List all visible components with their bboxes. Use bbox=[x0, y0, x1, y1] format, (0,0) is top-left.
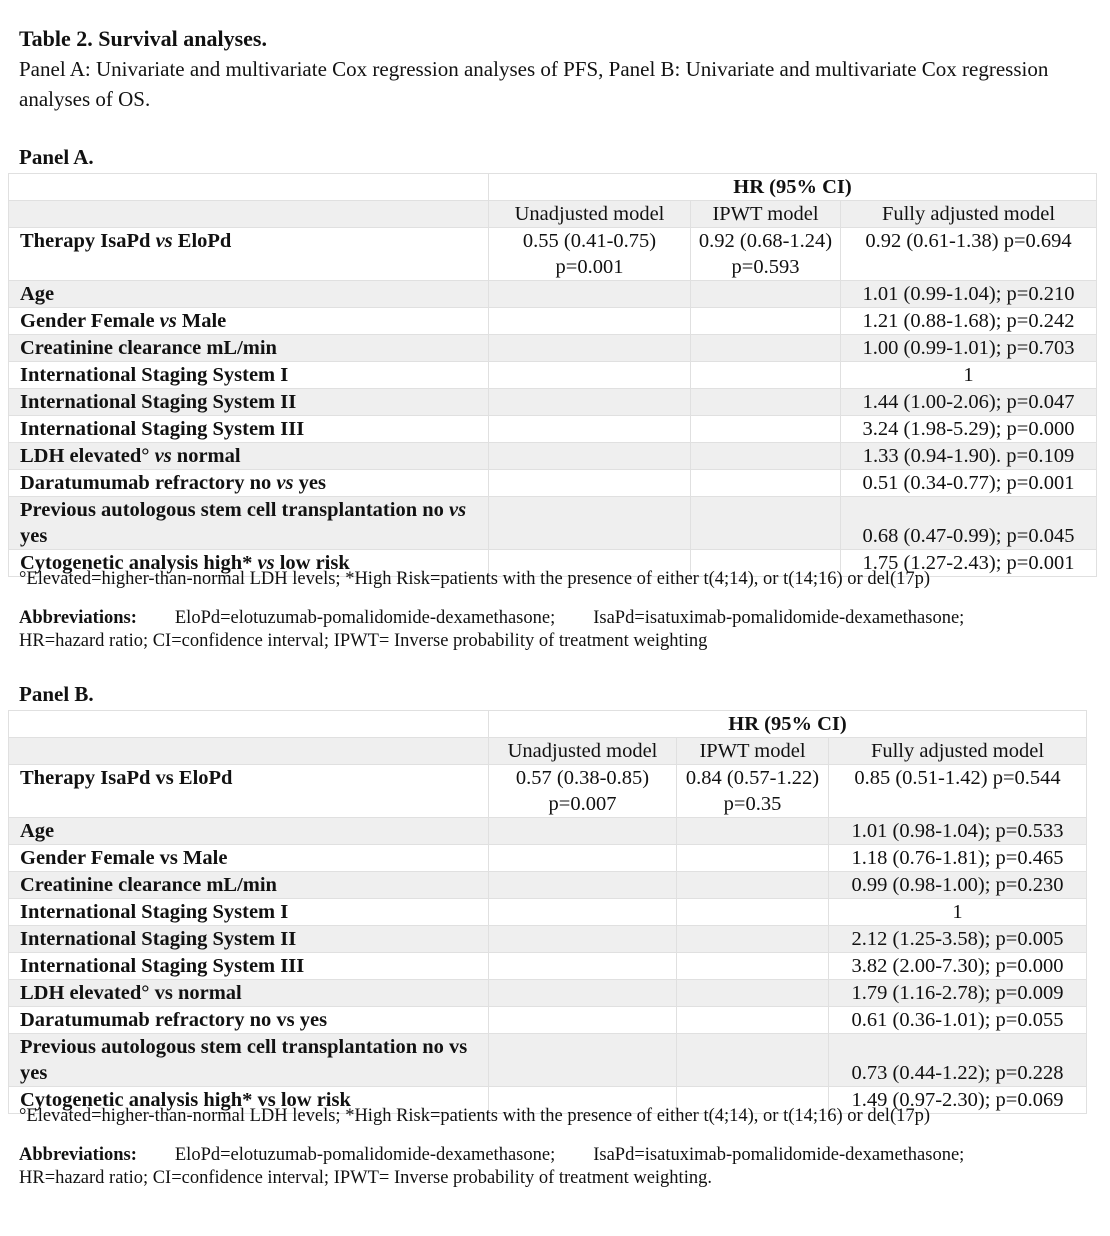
table-row bbox=[9, 899, 1087, 926]
cell-unadjusted bbox=[489, 470, 691, 497]
empty-cell bbox=[9, 738, 489, 765]
row-label: International Staging System II bbox=[9, 389, 489, 416]
cell-ipwt bbox=[691, 281, 841, 308]
col-header-full: Fully adjusted model bbox=[841, 201, 1097, 228]
cell-ipwt bbox=[691, 389, 841, 416]
row-label: International Staging System I bbox=[9, 362, 489, 389]
row-label: Cytogenetic analysis high* vs low risk bbox=[9, 550, 489, 577]
cell-unadjusted bbox=[489, 845, 677, 872]
cell-ipwt bbox=[677, 980, 829, 1007]
cell-full: 1.01 (0.99-1.04); p=0.210 bbox=[841, 281, 1097, 308]
abbr-elopd: EloPd=elotuzumab-pomalidomide-dexamethasone; bbox=[174, 608, 556, 628]
abbr-isapd: IsaPd=isatuximab-pomalidomide-dexamethasone; bbox=[593, 608, 965, 628]
col-header-full: Fully adjusted model bbox=[829, 738, 1087, 765]
cell-ipwt-therapy: 0.92 (0.68-1.24) p=0.593 bbox=[691, 228, 841, 281]
row-label: Creatinine clearance mL/min bbox=[9, 335, 489, 362]
cell-ipwt bbox=[677, 1007, 829, 1034]
cell-full: 1 bbox=[829, 899, 1087, 926]
cell-unadjusted bbox=[489, 389, 691, 416]
cell-full: 1.00 (0.99-1.01); p=0.703 bbox=[841, 335, 1097, 362]
row-label: LDH elevated° vs normal bbox=[9, 980, 489, 1007]
cell-ipwt bbox=[691, 362, 841, 389]
table-row bbox=[9, 926, 1087, 953]
cell-ipwt bbox=[677, 845, 829, 872]
cell-full: 1.79 (1.16-2.78); p=0.009 bbox=[829, 980, 1087, 1007]
panel-a-footnote: °Elevated=higher-than-normal LDH levels; *High Risk=patients with the presence of either t(4;14), or t(14;16) or del(17p) bbox=[19, 569, 931, 589]
table-row bbox=[9, 443, 1097, 470]
cell-unadjusted bbox=[489, 416, 691, 443]
table-row bbox=[9, 497, 1097, 550]
empty-cell bbox=[9, 201, 489, 228]
cell-full: 1.18 (0.76-1.81); p=0.465 bbox=[829, 845, 1087, 872]
row-label: Daratumumab refractory no vs yes bbox=[9, 1007, 489, 1034]
panel-a-rows bbox=[9, 281, 1097, 577]
cell-ipwt bbox=[677, 1034, 829, 1087]
panel-b-heading: Panel B. bbox=[19, 682, 94, 706]
row-label: Gender Female vs Male bbox=[9, 845, 489, 872]
abbr-label: Abbreviations: bbox=[19, 608, 137, 628]
table-title: Table 2. Survival analyses. bbox=[19, 26, 267, 51]
cell-full: 0.73 (0.44-1.22); p=0.228 bbox=[829, 1034, 1087, 1087]
empty-cell bbox=[9, 711, 489, 738]
cell-full: 0.61 (0.36-1.01); p=0.055 bbox=[829, 1007, 1087, 1034]
cell-full: 1 bbox=[841, 362, 1097, 389]
cell-full-therapy: 0.92 (0.61-1.38) p=0.694 bbox=[841, 228, 1097, 281]
panel-b-abbreviations bbox=[19, 1144, 1049, 1190]
cell-ipwt bbox=[691, 416, 841, 443]
hr-header: HR (95% CI) bbox=[489, 174, 1097, 201]
row-label: LDH elevated° vs normal bbox=[9, 443, 489, 470]
row-label-therapy: Therapy IsaPd vs EloPd bbox=[9, 765, 489, 818]
table-row bbox=[9, 980, 1087, 1007]
panel-b-footnote: °Elevated=higher-than-normal LDH levels; *High Risk=patients with the presence of either t(4;14), or t(14;16) or del(17p) bbox=[19, 1106, 931, 1126]
cell-full: 1.01 (0.98-1.04); p=0.533 bbox=[829, 818, 1087, 845]
cell-unadjusted bbox=[489, 1034, 677, 1087]
cell-ipwt-therapy: 0.84 (0.57-1.22) p=0.35 bbox=[677, 765, 829, 818]
col-header-unadjusted: Unadjusted model bbox=[489, 201, 691, 228]
row-label-therapy: Therapy IsaPd vs EloPd bbox=[9, 228, 489, 281]
empty-cell bbox=[9, 174, 489, 201]
panel-a-heading: Panel A. bbox=[19, 145, 94, 169]
row-label: International Staging System II bbox=[9, 926, 489, 953]
cell-unadjusted bbox=[489, 926, 677, 953]
cell-full: 1.49 (0.97-2.30); p=0.069 bbox=[829, 1087, 1087, 1114]
cell-full: 1.44 (1.00-2.06); p=0.047 bbox=[841, 389, 1097, 416]
panel-b-rows bbox=[9, 818, 1087, 1114]
cell-unadjusted-therapy: 0.55 (0.41-0.75) p=0.001 bbox=[489, 228, 691, 281]
cell-full: 0.68 (0.47-0.99); p=0.045 bbox=[841, 497, 1097, 550]
row-label: Cytogenetic analysis high* vs low risk bbox=[9, 1087, 489, 1114]
cell-ipwt bbox=[677, 926, 829, 953]
col-header-ipwt: IPWT model bbox=[677, 738, 829, 765]
cell-unadjusted bbox=[489, 980, 677, 1007]
table-row bbox=[9, 362, 1097, 389]
cell-unadjusted bbox=[489, 1007, 677, 1034]
cell-full: 2.12 (1.25-3.58); p=0.005 bbox=[829, 926, 1087, 953]
table-subtitle: Panel A: Univariate and multivariate Cox regression analyses of PFS, Panel B: Univariate and multivariate Cox regression analyses of OS. bbox=[19, 57, 1049, 111]
cell-ipwt bbox=[691, 497, 841, 550]
row-label: Daratumumab refractory no vs yes bbox=[9, 470, 489, 497]
cell-unadjusted bbox=[489, 335, 691, 362]
cell-full-therapy: 0.85 (0.51-1.42) p=0.544 bbox=[829, 765, 1087, 818]
row-label: Age bbox=[9, 818, 489, 845]
row-label: International Staging System I bbox=[9, 899, 489, 926]
cell-unadjusted bbox=[489, 872, 677, 899]
cell-unadjusted bbox=[489, 308, 691, 335]
table-row bbox=[9, 1034, 1087, 1087]
row-label: Previous autologous stem cell transplantation no vs yes bbox=[9, 1034, 489, 1087]
row-label: International Staging System III bbox=[9, 416, 489, 443]
cell-ipwt bbox=[691, 308, 841, 335]
title-block bbox=[19, 24, 1089, 114]
cell-ipwt bbox=[691, 443, 841, 470]
cell-ipwt bbox=[677, 818, 829, 845]
table-row bbox=[9, 281, 1097, 308]
table-row bbox=[9, 953, 1087, 980]
abbr-elopd: EloPd=elotuzumab-pomalidomide-dexamethasone; bbox=[174, 1145, 556, 1165]
row-label: Previous autologous stem cell transplantation no vs yes bbox=[9, 497, 489, 550]
table-row bbox=[9, 1007, 1087, 1034]
cell-full: 1.21 (0.88-1.68); p=0.242 bbox=[841, 308, 1097, 335]
cell-ipwt bbox=[677, 953, 829, 980]
panel-a-abbreviations bbox=[19, 607, 1049, 653]
cell-full: 1.33 (0.94-1.90). p=0.109 bbox=[841, 443, 1097, 470]
table-row bbox=[9, 845, 1087, 872]
table-row bbox=[9, 308, 1097, 335]
abbr-isapd: IsaPd=isatuximab-pomalidomide-dexamethasone; bbox=[593, 1145, 965, 1165]
hr-header: HR (95% CI) bbox=[489, 711, 1087, 738]
cell-full: 0.99 (0.98-1.00); p=0.230 bbox=[829, 872, 1087, 899]
cell-full: 3.82 (2.00-7.30); p=0.000 bbox=[829, 953, 1087, 980]
cell-unadjusted bbox=[489, 953, 677, 980]
col-header-ipwt: IPWT model bbox=[691, 201, 841, 228]
abbr-label: Abbreviations: bbox=[19, 1145, 137, 1165]
col-header-unadjusted: Unadjusted model bbox=[489, 738, 677, 765]
cell-full: 3.24 (1.98-5.29); p=0.000 bbox=[841, 416, 1097, 443]
cell-unadjusted bbox=[489, 899, 677, 926]
panel-a-table bbox=[8, 173, 1097, 577]
abbr-hr: HR=hazard ratio; CI=confidence interval; IPWT= Inverse probability of treatment weighting. bbox=[19, 1168, 712, 1188]
cell-ipwt bbox=[677, 872, 829, 899]
row-label: Creatinine clearance mL/min bbox=[9, 872, 489, 899]
cell-full: 1.75 (1.27-2.43); p=0.001 bbox=[841, 550, 1097, 577]
cell-unadjusted-therapy: 0.57 (0.38-0.85) p=0.007 bbox=[489, 765, 677, 818]
table-row bbox=[9, 335, 1097, 362]
row-label: Gender Female vs Male bbox=[9, 308, 489, 335]
cell-unadjusted bbox=[489, 497, 691, 550]
cell-unadjusted bbox=[489, 443, 691, 470]
cell-unadjusted bbox=[489, 818, 677, 845]
cell-ipwt bbox=[677, 899, 829, 926]
table-row bbox=[9, 416, 1097, 443]
row-label: International Staging System III bbox=[9, 953, 489, 980]
table-row bbox=[9, 818, 1087, 845]
row-label: Age bbox=[9, 281, 489, 308]
cell-ipwt bbox=[691, 470, 841, 497]
cell-unadjusted bbox=[489, 281, 691, 308]
abbr-hr: HR=hazard ratio; CI=confidence interval; IPWT= Inverse probability of treatment weighting bbox=[19, 631, 708, 651]
table-row bbox=[9, 389, 1097, 416]
panel-b-table bbox=[8, 710, 1087, 1114]
cell-ipwt bbox=[691, 335, 841, 362]
cell-full: 0.51 (0.34-0.77); p=0.001 bbox=[841, 470, 1097, 497]
table-row bbox=[9, 872, 1087, 899]
table-row bbox=[9, 470, 1097, 497]
cell-unadjusted bbox=[489, 362, 691, 389]
